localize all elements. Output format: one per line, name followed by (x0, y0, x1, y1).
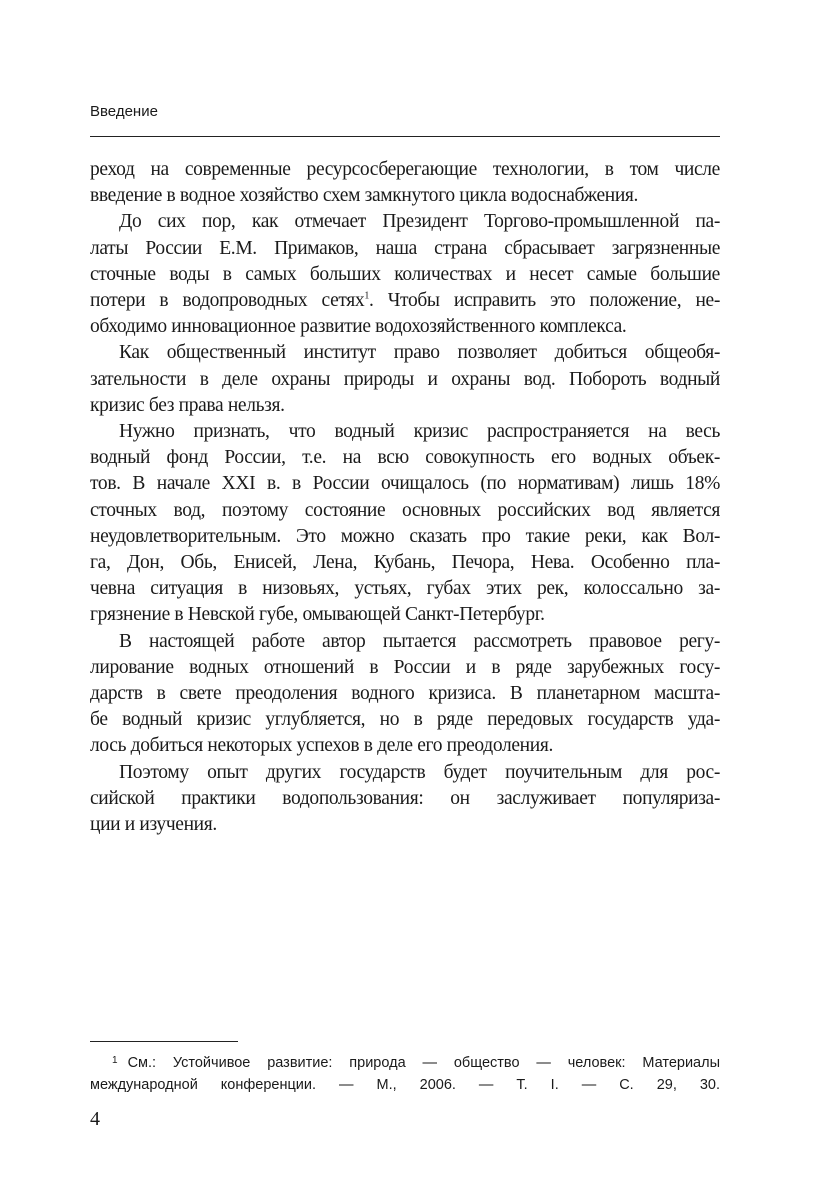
line-text: латы России Е.М. Примаков, наша страна сбрасывает загрязненные (90, 237, 720, 259)
line-text: лось добиться некоторых успехов в деле его преодоления. (90, 735, 553, 757)
text-line (90, 655, 720, 681)
line-text: потери в водопроводных сетях (90, 290, 365, 312)
footnote-line (90, 1050, 720, 1074)
text-line (90, 445, 720, 471)
line-text: га, Дон, Обь, Енисей, Лена, Кубань, Печора, Нева. Особенно пла- (90, 552, 720, 574)
line-text: неудовлетворительным. Это можно сказать про такие реки, как Вол- (90, 525, 720, 547)
footnote-text: См.: Устойчивое развитие: природа — общество — человек: Материалы (127, 1055, 720, 1071)
line-text: Нужно признать, что водный кризис распространяется на весь (119, 421, 720, 443)
line-text: сточных вод, поэтому состояние основных российских вод является (90, 499, 720, 521)
header-rule (90, 136, 720, 137)
text-line (90, 602, 720, 628)
line-text: кризис без права нельзя. (90, 394, 285, 416)
line-text: грязнение в Невской губе, омывающей Санкт-Петербург. (90, 604, 545, 626)
line-text: дарств в свете преодоления водного кризиса. В планетарном масшта- (90, 683, 720, 705)
line-text: сточные воды в самых больших количествах и несет самые большие (90, 263, 720, 285)
line-text: водный фонд России, т.е. на всю совокупность его водных объек- (90, 447, 720, 469)
text-line (90, 550, 720, 576)
text-line (90, 183, 720, 209)
line-text: В настоящей работе автор пытается рассмотреть правовое регу- (119, 630, 720, 652)
text-line (90, 576, 720, 602)
line-text: Как общественный институт право позволяет добиться общеобя- (119, 342, 720, 364)
line-text: бе водный кризис углубляется, но в ряде передовых государств уда- (90, 709, 720, 731)
text-line (90, 393, 720, 419)
line-text: введение в водное хозяйство схем замкнутого цикла водоснабжения. (90, 185, 639, 207)
text-line (90, 760, 720, 786)
text-line (90, 786, 720, 812)
text-line (90, 262, 720, 288)
footnote-mark: 1 (112, 1055, 118, 1066)
text-line (90, 707, 720, 733)
line-text: чевна ситуация в низовьях, устьях, губах этих рек, колоссально за- (90, 578, 720, 600)
line-text: . Чтобы исправить это положение, не- (368, 290, 720, 312)
text-line (90, 812, 720, 838)
line-text: тов. В начале XXI в. в России очищалось (по нормативам) лишь 18% (90, 473, 720, 495)
text-line (90, 629, 720, 655)
text-line (90, 236, 720, 262)
line-text: ции и изучения. (90, 814, 217, 836)
text-line (90, 524, 720, 550)
text-line (90, 288, 720, 314)
footnote-rule (90, 1041, 238, 1042)
text-line (90, 157, 720, 183)
text-line (90, 419, 720, 445)
line-text: реход на современные ресурсосберегающие технологии, в том числе (90, 159, 720, 180)
line-text: Поэтому опыт других государств будет поучительным для рос- (119, 761, 720, 783)
line-text: зательности в деле охраны природы и охраны вод. Побороть водный (90, 368, 720, 390)
text-line (90, 498, 720, 524)
footnote-line: международной конференции. — М., 2006. — Т. I. — С. 29, 30. (90, 1077, 720, 1093)
page-number: 4 (90, 1108, 100, 1130)
footnote-reference[interactable]: 1 (364, 290, 369, 302)
text-line (90, 471, 720, 497)
line-text: обходимо инновационное развитие водохозяйственного комплекса. (90, 316, 627, 338)
text-line (90, 209, 720, 235)
running-header: Введение (90, 103, 158, 120)
text-line (90, 314, 720, 340)
footnote (90, 1050, 720, 1096)
text-line (90, 340, 720, 366)
text-line (90, 681, 720, 707)
line-text: лирование водных отношений в России и в ряде зарубежных госу- (90, 656, 720, 678)
line-text: До сих пор, как отмечает Президент Торгово-промышленной па- (119, 211, 720, 233)
body-text (90, 157, 720, 838)
line-text: сийской практики водопользования: он заслуживает популяриза- (90, 787, 720, 809)
text-line (90, 733, 720, 759)
text-line (90, 367, 720, 393)
